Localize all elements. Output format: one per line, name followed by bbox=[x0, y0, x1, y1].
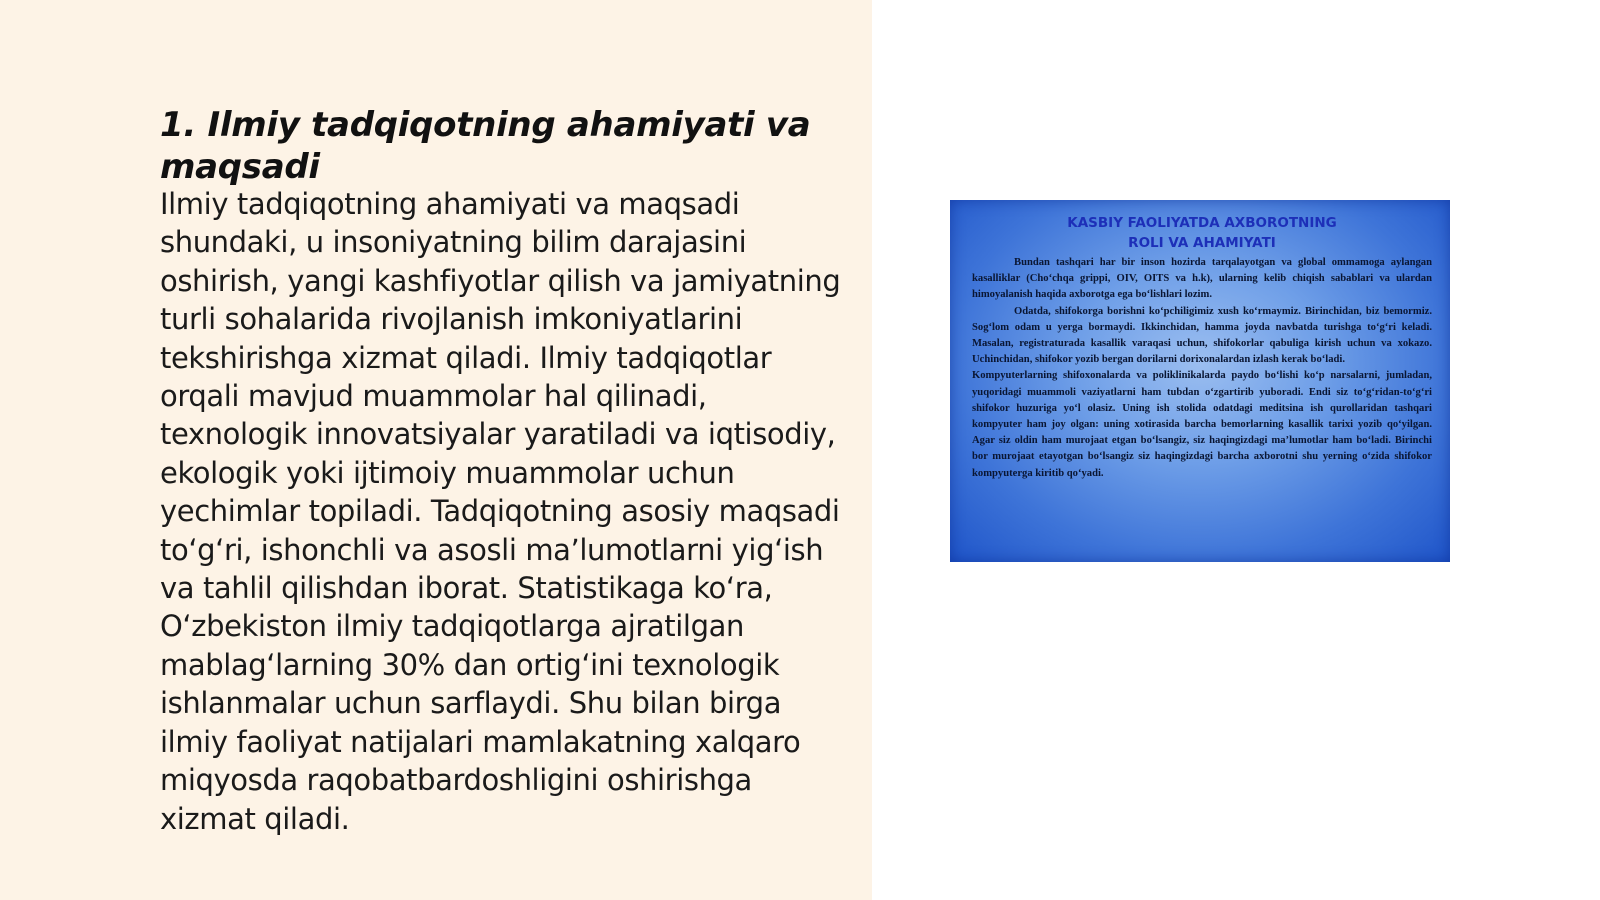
document-image bbox=[950, 200, 1450, 562]
slide-title: 1. Ilmiy tadqiqotning ahamiyati va maqsadi bbox=[160, 105, 811, 187]
image-text bbox=[972, 255, 1432, 482]
image-heading bbox=[972, 213, 1432, 253]
slide-body bbox=[160, 185, 850, 838]
image-heading-line-2: ROLI VA AHAMIYATI bbox=[1128, 235, 1276, 251]
image-paragraph-3: Kompyuterlarning shifoxonalarda va poliklinikalarda paydo boʻlishi koʻp narsalarni, jumladan, yuqoridagi muammoli vaziyatlarni ham tubdan oʻzgartirib yuboradi. Endi siz toʻgʻridan-toʻgʻri shifokor huzuriga yoʻl olasiz. Uning ish stolida odatdagi meditsina ish qurollaridan tashqari kompyuter ham joy olgan: uning xotirasida barcha bemorlarning kasallik tarixi yozib qoʻyilgan. Agar siz oldin ham murojaat etgan boʻlsangiz, siz haqingizdagi maʼlumotlar ham boʻladi. Birinchi bor murojaat etayotgan boʻlsangiz siz haqingizdagi barcha axborotni shu yerning oʻzida shifokor kompyuterga kiritib qoʻyadi. bbox=[972, 370, 1432, 479]
image-heading-line-1: KASBIY FAOLIYATDA AXBOROTNING bbox=[1067, 215, 1337, 231]
image-paragraph-1: Bundan tashqari har bir inson hozirda tarqalayotgan va global ommamoga aylangan kasalliklar (Choʻchqa grippi, OIV, OITS va h.k), ularning kelib chiqish sabablari va ulardan himoyalanish haqida axborotga ega boʻlishlari lozim. bbox=[972, 257, 1432, 301]
image-paragraph-2: Odatda, shifokorga borishni koʻpchiligimiz xush koʻrmaymiz. Birinchidan, biz bemormiz. Sogʻlom odam u yerga bormaydi. Ikkinchidan, hamma joyda navbatda turishga toʻgʻri keladi. Masalan, registraturada kasallik varaqasi uchun, shifokorlar qabuliga kirish uchun va xokazo. Uchinchidan, shifokor yozib bergan dorilarni dorixonalardan izlash kerak boʻladi. bbox=[972, 305, 1432, 366]
body-paragraph: Ilmiy tadqiqotning ahamiyati va maqsadi shundaki, u insoniyatning bilim darajasini oshirish, yangi kashfiyotlar qilish va jamiyatning turli sohalarida rivojlanish imkoniyatlarini tekshirishga xizmat qiladi. Ilmiy tadqiqotlar orqali mavjud muammolar hal qilinadi, texnologik innovatsiyalar yaratiladi va iqtisodiy, ekologik yoki ijtimoiy muammolar uchun yechimlar topiladi. Tadqiqotning asosiy maqsadi toʻgʻri, ishonchli va asosli maʼlumotlarni yigʻish va tahlil qilishdan iborat. Statistikaga koʻra, Oʻzbekiston ilmiy tadqiqotlarga ajratilgan mablagʻlarning 30% dan ortigʻini texnologik ishlanmalar uchun sarflaydi. Shu bilan birga ilmiy faoliyat natijalari mamlakatning xalqaro miqyosda raqobatbardoshligini oshirishga xizmat qiladi. bbox=[160, 187, 841, 836]
